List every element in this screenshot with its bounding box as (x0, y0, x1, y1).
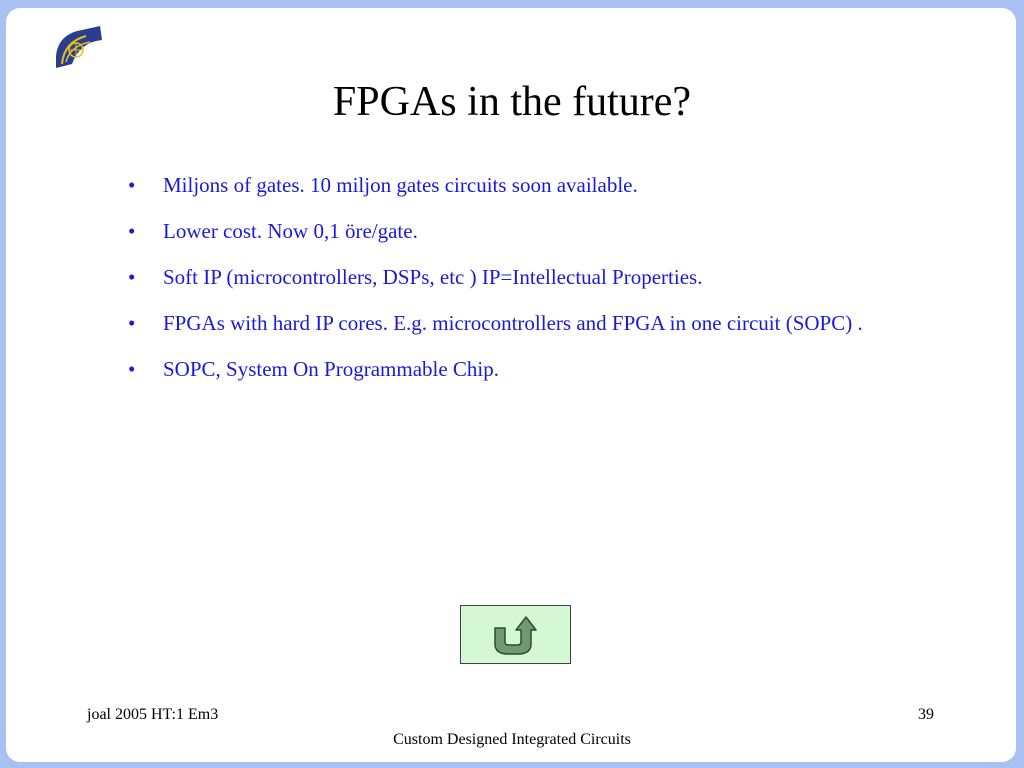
bullet-icon: • (128, 357, 136, 381)
bullet-item (128, 308, 888, 339)
bullet-icon: • (128, 173, 136, 197)
slide-title: FPGAs in the future? (332, 79, 692, 125)
back-button[interactable] (460, 605, 571, 664)
u-turn-arrow-icon (490, 614, 540, 658)
university-logo-icon (52, 24, 108, 74)
bullet-text: Lower cost. Now 0,1 öre/gate. (163, 219, 418, 243)
footer-author: joal 2005 HT:1 Em3 (87, 706, 219, 723)
bullet-item (128, 354, 888, 385)
bullet-item (128, 216, 888, 247)
footer-course-title: Custom Designed Integrated Circuits (393, 731, 631, 748)
bullet-text: FPGAs with hard IP cores. E.g. microcontrollers and FPGA in one circuit (SOPC) . (163, 311, 863, 335)
bullet-list (128, 170, 888, 400)
bullet-icon: • (128, 219, 136, 243)
bullet-text: Miljons of gates. 10 miljon gates circuits soon available. (163, 173, 638, 197)
bullet-text: Soft IP (microcontrollers, DSPs, etc ) IP=Intellectual Properties. (163, 265, 703, 289)
bullet-item (128, 262, 888, 293)
bullet-icon: • (128, 265, 136, 289)
bullet-icon: • (128, 311, 136, 335)
footer-page-number: 39 (918, 706, 934, 723)
bullet-text: SOPC, System On Programmable Chip. (163, 357, 500, 381)
bullet-item (128, 170, 888, 201)
